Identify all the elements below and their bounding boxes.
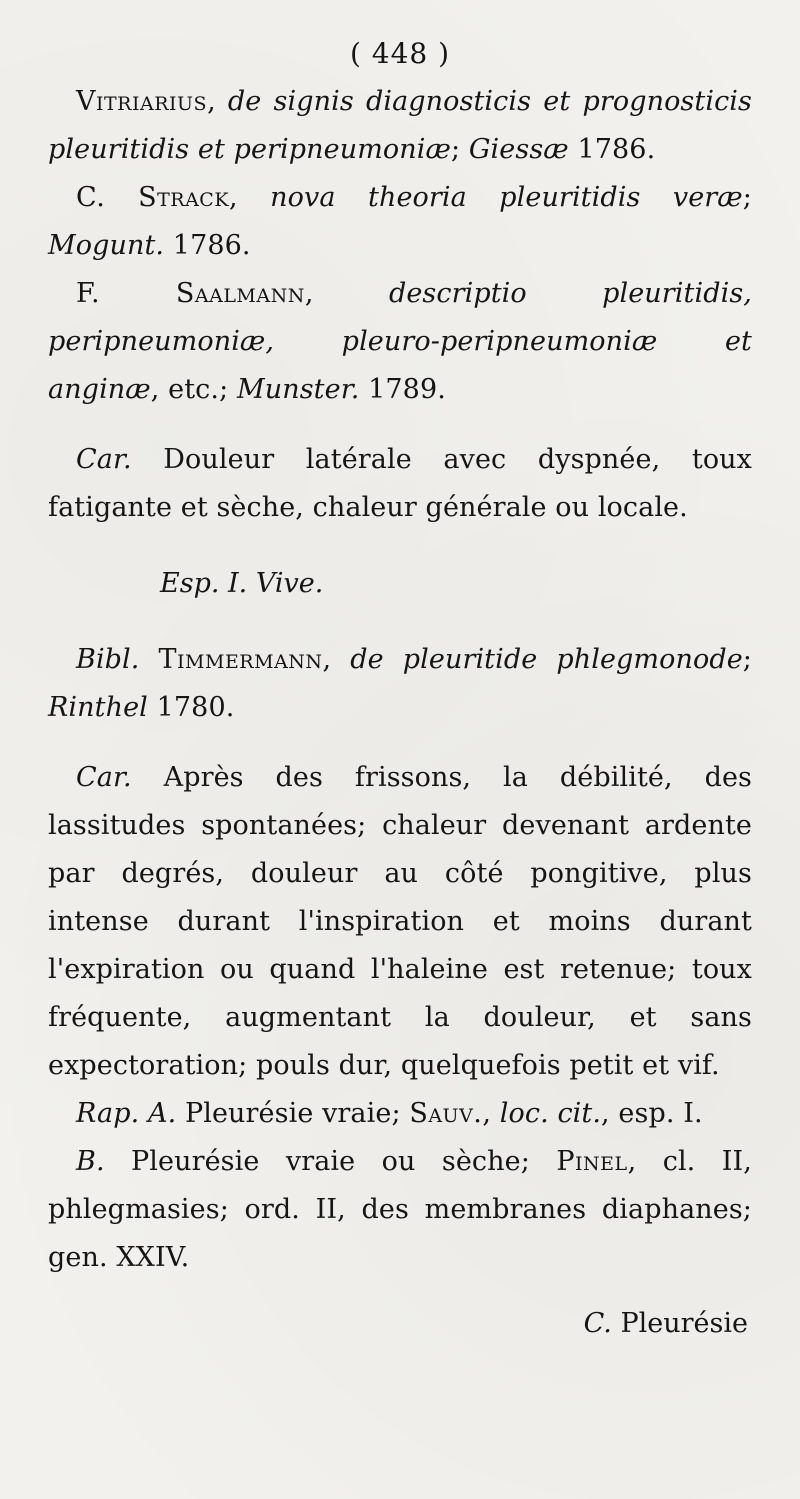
rapport-text-after: cl. II, phlegmasies; ord. II, des membranes diaphanes; gen. XXIV.: [48, 1146, 752, 1273]
species-name: Vive.: [255, 568, 324, 599]
work-title: descriptio pleuritidis, peripneumoniæ, pleuro-peripneumoniæ et anginæ: [48, 278, 752, 405]
rapport-text: Pleurésie vraie;: [184, 1098, 401, 1129]
reference-vitriarius: Vitriarius, de signis diagnosticis et prognosticis pleuritidis et peripneumoniæ; Giessæ 1786.: [48, 86, 752, 165]
rapport-a-paragraph: Rap. A. Pleurésie vraie; Sauv., loc. cit., esp. I.: [76, 1098, 703, 1129]
catchword-word: Pleurésie: [620, 1308, 748, 1339]
author-name: Pinel: [556, 1146, 628, 1177]
bibliography-label: Bibl.: [76, 644, 140, 675]
rapport-label: Rap.: [76, 1098, 140, 1129]
reference-strack: C. Strack, nova theoria pleuritidis veræ; Mogunt. 1786.: [48, 182, 752, 261]
rapport-letter: B.: [76, 1146, 105, 1177]
rapport-b-paragraph: B. Pleurésie vraie ou sèche; Pinel, cl. II, phlegmasies; ord. II, des membranes diaphanes; gen. XXIV.: [48, 1146, 752, 1273]
year: 1789.: [368, 374, 446, 405]
characters-label: Car.: [76, 444, 132, 475]
place: Mogunt.: [48, 230, 165, 261]
place: Giessæ: [468, 134, 569, 165]
work-title: de pleuritide phlegmonode: [350, 644, 743, 675]
place: Munster.: [236, 374, 360, 405]
etc: etc.: [168, 374, 220, 405]
characters-label: Car.: [76, 762, 132, 793]
year: 1786.: [577, 134, 656, 165]
catchword-letter: C.: [583, 1308, 612, 1339]
species-label: Esp. I.: [160, 568, 248, 599]
author-name: C. Strack: [76, 182, 230, 213]
reference-saalmann: F. Saalmann, descriptio pleuritidis, peripneumoniæ, pleuro-peripneumoniæ et anginæ, etc.; Munster. 1789.: [48, 278, 752, 405]
rapport-text: Pleurésie vraie ou sèche;: [131, 1146, 530, 1177]
characters-text: Après des frissons, la débilité, des lassitudes spontanées; chaleur devenant ardente par degrés, douleur au côté pongitive, plus intense durant l'inspiration et moins durant l'expiration ou quand l'haleine est retenue; toux fréquente, augmentant la douleur, et sans expectoration; pouls dur, quelquefois petit et vif.: [48, 762, 752, 1081]
characters-paragraph-2: [48, 754, 752, 1090]
species-ref: esp. I.: [618, 1098, 703, 1129]
species-heading: [48, 560, 752, 608]
year: 1786.: [172, 230, 251, 261]
place: Rinthel: [48, 692, 148, 723]
author-name: Vitriarius: [76, 86, 208, 117]
bibliography-paragraph: Bibl. Timmermann, de pleuritide phlegmonode; Rinthel 1780.: [48, 644, 752, 723]
work-title: de signis diagnosticis et prognosticis pleuritidis et peripneumoniæ: [48, 86, 752, 165]
author-name: Sauv.: [409, 1098, 483, 1129]
characters-text: Douleur latérale avec dyspnée, toux fatigante et sèche, chaleur générale ou locale.: [48, 444, 752, 523]
reference: loc. cit.: [499, 1098, 602, 1129]
catchword: [48, 1300, 752, 1348]
rapport-letter: A.: [148, 1098, 177, 1129]
work-title: nova theoria pleuritidis veræ: [270, 182, 743, 213]
author-name: F. Saalmann: [76, 278, 305, 309]
author-name: Timmermann: [158, 644, 323, 675]
characters-paragraph: [48, 436, 752, 532]
page-number: ( 448 ): [349, 37, 451, 70]
year: 1780.: [156, 692, 235, 723]
